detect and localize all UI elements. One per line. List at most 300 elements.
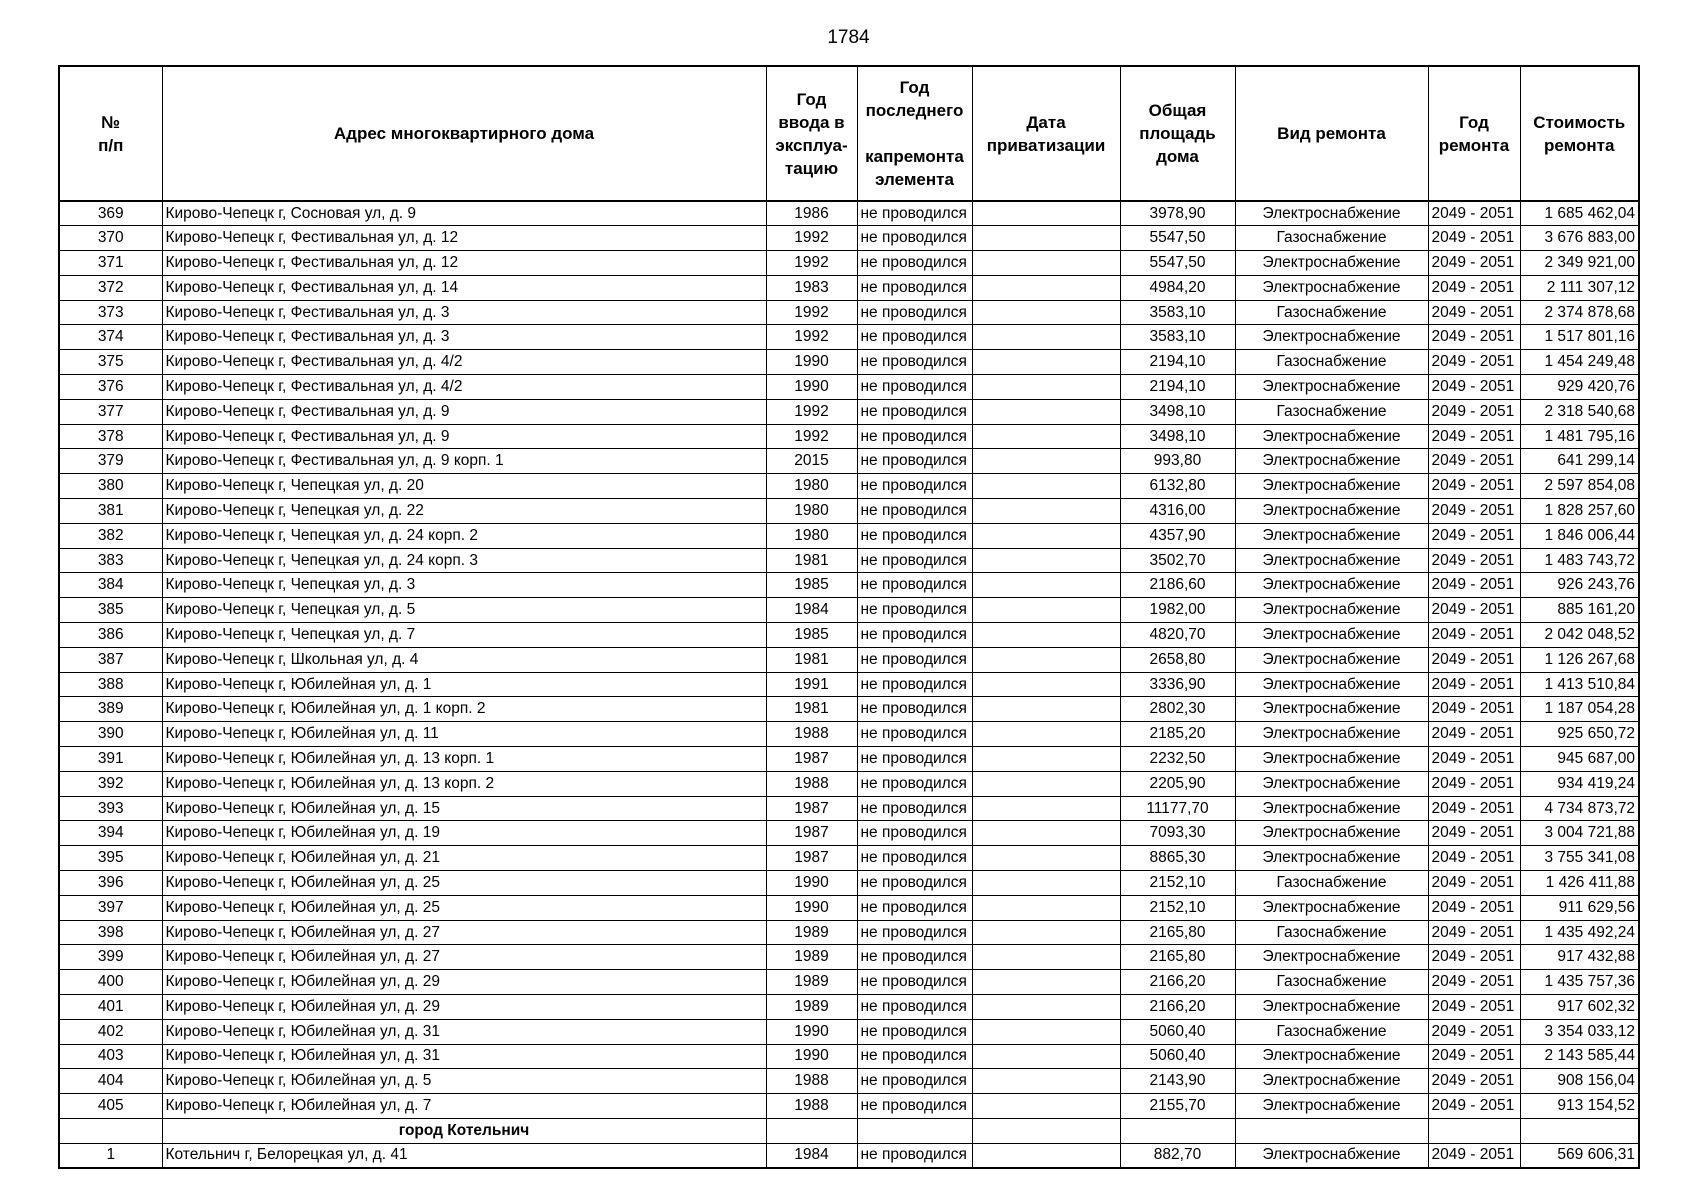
cell-cost: 4 734 873,72 xyxy=(1520,796,1639,821)
cell-repair-type: Электроснабжение xyxy=(1235,424,1428,449)
cell-area: 5060,40 xyxy=(1120,1019,1235,1044)
cell-last-repair: не проводился xyxy=(857,1143,972,1168)
cell-cost: 1 828 257,60 xyxy=(1520,499,1639,524)
cell-repair-year: 2049 - 2051 xyxy=(1428,598,1520,623)
cell-repair-year: 2049 - 2051 xyxy=(1428,995,1520,1020)
cell-privatization xyxy=(972,548,1120,573)
cell-num: 375 xyxy=(59,350,162,375)
table-row xyxy=(59,474,1639,499)
cell-area: 2205,90 xyxy=(1120,771,1235,796)
cell-year-built: 1988 xyxy=(766,771,857,796)
cell-address: Кирово-Чепецк г, Чепецкая ул, д. 22 xyxy=(162,499,766,524)
cell-privatization xyxy=(972,871,1120,896)
cell-privatization xyxy=(972,474,1120,499)
cell-address: Кирово-Чепецк г, Юбилейная ул, д. 29 xyxy=(162,970,766,995)
cell-repair-year: 2049 - 2051 xyxy=(1428,399,1520,424)
cell-cost: 2 111 307,12 xyxy=(1520,275,1639,300)
cell-last-repair: не проводился xyxy=(857,474,972,499)
cell-last-repair xyxy=(857,1118,972,1143)
cell-address: Кирово-Чепецк г, Юбилейная ул, д. 5 xyxy=(162,1069,766,1094)
cell-repair-type: Электроснабжение xyxy=(1235,672,1428,697)
cell-last-repair: не проводился xyxy=(857,251,972,276)
table-row xyxy=(59,573,1639,598)
cell-cost: 3 354 033,12 xyxy=(1520,1019,1639,1044)
cell-last-repair: не проводился xyxy=(857,871,972,896)
cell-cost: 641 299,14 xyxy=(1520,449,1639,474)
table-row xyxy=(59,623,1639,648)
cell-repair-year: 2049 - 2051 xyxy=(1428,1019,1520,1044)
header-year-built-line: тацию xyxy=(784,158,839,178)
cell-repair-type: Газоснабжение xyxy=(1235,1019,1428,1044)
table-header-row xyxy=(59,66,1639,201)
cell-year-built: 1987 xyxy=(766,846,857,871)
cell-num: 397 xyxy=(59,895,162,920)
cell-num: 381 xyxy=(59,499,162,524)
header-area-line: площадь xyxy=(1139,124,1216,143)
cell-area: 2658,80 xyxy=(1120,647,1235,672)
cell-repair-type: Электроснабжение xyxy=(1235,275,1428,300)
cell-repair-type: Газоснабжение xyxy=(1235,226,1428,251)
cell-privatization xyxy=(972,424,1120,449)
cell-repair-year: 2049 - 2051 xyxy=(1428,722,1520,747)
cell-repair-type: Электроснабжение xyxy=(1235,499,1428,524)
cell-privatization xyxy=(972,747,1120,772)
cell-area: 2186,60 xyxy=(1120,573,1235,598)
cell-address: Котельнич г, Белорецкая ул, д. 41 xyxy=(162,1143,766,1168)
cell-num: 391 xyxy=(59,747,162,772)
cell-repair-year: 2049 - 2051 xyxy=(1428,747,1520,772)
cell-year-built: 1990 xyxy=(766,871,857,896)
cell-privatization xyxy=(972,895,1120,920)
cell-num: 371 xyxy=(59,251,162,276)
cell-privatization xyxy=(972,697,1120,722)
cell-last-repair: не проводился xyxy=(857,548,972,573)
cell-cost: 2 597 854,08 xyxy=(1520,474,1639,499)
cell-num: 369 xyxy=(59,201,162,226)
cell-year-built: 1992 xyxy=(766,424,857,449)
cell-privatization xyxy=(972,573,1120,598)
cell-area: 3498,10 xyxy=(1120,399,1235,424)
cell-year-built: 1992 xyxy=(766,251,857,276)
cell-area: 4357,90 xyxy=(1120,523,1235,548)
table-row xyxy=(59,598,1639,623)
table-row xyxy=(59,325,1639,350)
table-row xyxy=(59,201,1639,226)
cell-cost: 1 454 249,48 xyxy=(1520,350,1639,375)
table-row xyxy=(59,771,1639,796)
cell-last-repair: не проводился xyxy=(857,796,972,821)
cell-num: 399 xyxy=(59,945,162,970)
cell-area: 4984,20 xyxy=(1120,275,1235,300)
cell-num: 385 xyxy=(59,598,162,623)
cell-repair-type: Электроснабжение xyxy=(1235,995,1428,1020)
header-num-line: № xyxy=(101,112,121,132)
cell-last-repair: не проводился xyxy=(857,647,972,672)
header-privatization-line: Дата xyxy=(1026,112,1066,132)
cell-address: Кирово-Чепецк г, Чепецкая ул, д. 3 xyxy=(162,573,766,598)
cell-address: Кирово-Чепецк г, Фестивальная ул, д. 3 xyxy=(162,325,766,350)
cell-address: Кирово-Чепецк г, Чепецкая ул, д. 20 xyxy=(162,474,766,499)
cell-area: 993,80 xyxy=(1120,449,1235,474)
cell-year-built: 1987 xyxy=(766,747,857,772)
cell-year-built: 1981 xyxy=(766,697,857,722)
cell-repair-year: 2049 - 2051 xyxy=(1428,1069,1520,1094)
cell-address: Кирово-Чепецк г, Юбилейная ул, д. 31 xyxy=(162,1044,766,1069)
table-row xyxy=(59,275,1639,300)
cell-privatization xyxy=(972,771,1120,796)
cell-repair-type: Электроснабжение xyxy=(1235,895,1428,920)
cell-year-built: 2015 xyxy=(766,449,857,474)
cell-privatization xyxy=(972,796,1120,821)
cell-privatization xyxy=(972,499,1120,524)
cell-cost: 3 676 883,00 xyxy=(1520,226,1639,251)
cell-num: 373 xyxy=(59,300,162,325)
table-row xyxy=(59,747,1639,772)
cell-num: 395 xyxy=(59,846,162,871)
cell-year-built: 1980 xyxy=(766,474,857,499)
section-row xyxy=(59,1118,1639,1143)
cell-address: Кирово-Чепецк г, Юбилейная ул, д. 7 xyxy=(162,1094,766,1119)
cell-area: 3336,90 xyxy=(1120,672,1235,697)
cell-privatization xyxy=(972,623,1120,648)
cell-cost: 885 161,20 xyxy=(1520,598,1639,623)
header-repair-year xyxy=(1428,66,1520,201)
cell-address: Кирово-Чепецк г, Юбилейная ул, д. 27 xyxy=(162,945,766,970)
cell-cost: 929 420,76 xyxy=(1520,375,1639,400)
cell-num xyxy=(59,1118,162,1143)
table-row xyxy=(59,399,1639,424)
cell-repair-year: 2049 - 2051 xyxy=(1428,300,1520,325)
cell-year-built: 1981 xyxy=(766,548,857,573)
cell-privatization xyxy=(972,1019,1120,1044)
cell-last-repair: не проводился xyxy=(857,573,972,598)
cell-last-repair: не проводился xyxy=(857,920,972,945)
cell-privatization xyxy=(972,1044,1120,1069)
cell-privatization xyxy=(972,1069,1120,1094)
cell-last-repair: не проводился xyxy=(857,895,972,920)
cell-address: Кирово-Чепецк г, Юбилейная ул, д. 21 xyxy=(162,846,766,871)
cell-year-built: 1984 xyxy=(766,598,857,623)
cell-repair-type: Электроснабжение xyxy=(1235,722,1428,747)
cell-repair-type: Электроснабжение xyxy=(1235,945,1428,970)
cell-last-repair: не проводился xyxy=(857,499,972,524)
cell-year-built: 1990 xyxy=(766,1019,857,1044)
cell-privatization xyxy=(972,722,1120,747)
cell-last-repair: не проводился xyxy=(857,300,972,325)
cell-last-repair: не проводился xyxy=(857,523,972,548)
table-row xyxy=(59,375,1639,400)
cell-year-built: 1988 xyxy=(766,722,857,747)
cell-address: Кирово-Чепецк г, Юбилейная ул, д. 29 xyxy=(162,995,766,1020)
cell-repair-type: Электроснабжение xyxy=(1235,771,1428,796)
cell-privatization xyxy=(972,846,1120,871)
cell-repair-type: Электроснабжение xyxy=(1235,1143,1428,1168)
cell-repair-year: 2049 - 2051 xyxy=(1428,846,1520,871)
cell-cost: 1 846 006,44 xyxy=(1520,523,1639,548)
cell-cost: 2 374 878,68 xyxy=(1520,300,1639,325)
header-last-repair-line: элемента xyxy=(875,170,954,189)
header-last-repair-line: последнего xyxy=(865,101,964,120)
cell-year-built: 1980 xyxy=(766,523,857,548)
table-row xyxy=(59,796,1639,821)
table-row xyxy=(59,647,1639,672)
cell-num: 394 xyxy=(59,821,162,846)
table-row xyxy=(59,672,1639,697)
table-row xyxy=(59,1069,1639,1094)
cell-last-repair: не проводился xyxy=(857,747,972,772)
cell-last-repair: не проводился xyxy=(857,598,972,623)
table-row xyxy=(59,895,1639,920)
cell-address: Кирово-Чепецк г, Юбилейная ул, д. 1 корп. 2 xyxy=(162,697,766,722)
cell-repair-type: Электроснабжение xyxy=(1235,821,1428,846)
cell-privatization xyxy=(972,1143,1120,1168)
cell-area: 2155,70 xyxy=(1120,1094,1235,1119)
cell-privatization xyxy=(972,970,1120,995)
cell-year-built: 1983 xyxy=(766,275,857,300)
cell-cost: 3 004 721,88 xyxy=(1520,821,1639,846)
cell-cost: 1 483 743,72 xyxy=(1520,548,1639,573)
cell-area: 3583,10 xyxy=(1120,300,1235,325)
table-row xyxy=(59,300,1639,325)
cell-area: 2166,20 xyxy=(1120,995,1235,1020)
cell-repair-year: 2049 - 2051 xyxy=(1428,1143,1520,1168)
cell-num: 382 xyxy=(59,523,162,548)
cell-privatization xyxy=(972,672,1120,697)
cell-repair-year: 2049 - 2051 xyxy=(1428,945,1520,970)
cell-repair-year: 2049 - 2051 xyxy=(1428,796,1520,821)
cell-last-repair: не проводился xyxy=(857,846,972,871)
cell-repair-year: 2049 - 2051 xyxy=(1428,449,1520,474)
cell-privatization xyxy=(972,275,1120,300)
cell-year-built: 1992 xyxy=(766,325,857,350)
cell-year-built: 1990 xyxy=(766,350,857,375)
cell-last-repair: не проводился xyxy=(857,424,972,449)
cell-year-built: 1984 xyxy=(766,1143,857,1168)
header-num xyxy=(59,66,162,201)
cell-repair-type: Электроснабжение xyxy=(1235,573,1428,598)
table-row xyxy=(59,424,1639,449)
cell-privatization xyxy=(972,523,1120,548)
cell-cost: 911 629,56 xyxy=(1520,895,1639,920)
cell-cost: 1 435 757,36 xyxy=(1520,970,1639,995)
cell-num: 403 xyxy=(59,1044,162,1069)
header-cost xyxy=(1520,66,1639,201)
cell-num: 374 xyxy=(59,325,162,350)
cell-repair-year: 2049 - 2051 xyxy=(1428,424,1520,449)
cell-address: Кирово-Чепецк г, Фестивальная ул, д. 12 xyxy=(162,251,766,276)
cell-address: Кирово-Чепецк г, Юбилейная ул, д. 31 xyxy=(162,1019,766,1044)
cell-repair-type: Газоснабжение xyxy=(1235,920,1428,945)
cell-num: 386 xyxy=(59,623,162,648)
cell-repair-type: Электроснабжение xyxy=(1235,697,1428,722)
header-privatization xyxy=(972,66,1120,201)
cell-address: Кирово-Чепецк г, Юбилейная ул, д. 19 xyxy=(162,821,766,846)
cell-repair-type: Электроснабжение xyxy=(1235,647,1428,672)
cell-cost: 3 755 341,08 xyxy=(1520,846,1639,871)
cell-cost: 1 481 795,16 xyxy=(1520,424,1639,449)
table-row xyxy=(59,821,1639,846)
cell-area: 11177,70 xyxy=(1120,796,1235,821)
cell-cost: 1 413 510,84 xyxy=(1520,672,1639,697)
header-address: Адрес многоквартирного дома xyxy=(162,66,766,201)
cell-year-built: 1990 xyxy=(766,375,857,400)
cell-privatization xyxy=(972,647,1120,672)
table-row xyxy=(59,995,1639,1020)
table-row xyxy=(59,1094,1639,1119)
cell-num: 401 xyxy=(59,995,162,1020)
cell-area: 6132,80 xyxy=(1120,474,1235,499)
cell-area: 2166,20 xyxy=(1120,970,1235,995)
cell-repair-year: 2049 - 2051 xyxy=(1428,275,1520,300)
table-body xyxy=(59,201,1639,1168)
cell-area: 8865,30 xyxy=(1120,846,1235,871)
cell-repair-type: Электроснабжение xyxy=(1235,375,1428,400)
cell-privatization xyxy=(972,821,1120,846)
cell-area: 5060,40 xyxy=(1120,1044,1235,1069)
cell-repair-type: Электроснабжение xyxy=(1235,325,1428,350)
cell-last-repair: не проводился xyxy=(857,995,972,1020)
cell-cost: 1 426 411,88 xyxy=(1520,871,1639,896)
cell-last-repair: не проводился xyxy=(857,970,972,995)
cell-address: Кирово-Чепецк г, Фестивальная ул, д. 4/2 xyxy=(162,375,766,400)
cell-last-repair: не проводился xyxy=(857,1044,972,1069)
cell-privatization xyxy=(972,1094,1120,1119)
cell-repair-year: 2049 - 2051 xyxy=(1428,871,1520,896)
table-row xyxy=(59,697,1639,722)
cell-repair-type: Электроснабжение xyxy=(1235,474,1428,499)
cell-last-repair: не проводился xyxy=(857,275,972,300)
cell-cost: 1 126 267,68 xyxy=(1520,647,1639,672)
cell-num: 384 xyxy=(59,573,162,598)
header-year-built-line: ввода в xyxy=(778,112,845,132)
cell-repair-type: Электроснабжение xyxy=(1235,251,1428,276)
cell-repair-year: 2049 - 2051 xyxy=(1428,920,1520,945)
cell-repair-year: 2049 - 2051 xyxy=(1428,350,1520,375)
cell-address: Кирово-Чепецк г, Чепецкая ул, д. 5 xyxy=(162,598,766,623)
cell-privatization xyxy=(972,598,1120,623)
cell-address: Кирово-Чепецк г, Школьная ул, д. 4 xyxy=(162,647,766,672)
cell-num: 390 xyxy=(59,722,162,747)
cell-address: Кирово-Чепецк г, Юбилейная ул, д. 25 xyxy=(162,895,766,920)
cell-year-built: 1986 xyxy=(766,201,857,226)
cell-repair-type: Газоснабжение xyxy=(1235,871,1428,896)
table-row xyxy=(59,523,1639,548)
cell-address: Кирово-Чепецк г, Юбилейная ул, д. 1 xyxy=(162,672,766,697)
cell-address: Кирово-Чепецк г, Юбилейная ул, д. 13 корп. 1 xyxy=(162,747,766,772)
cell-repair-year: 2049 - 2051 xyxy=(1428,1094,1520,1119)
cell-cost: 2 349 921,00 xyxy=(1520,251,1639,276)
cell-repair-type: Электроснабжение xyxy=(1235,1069,1428,1094)
cell-num: 405 xyxy=(59,1094,162,1119)
cell-num: 387 xyxy=(59,647,162,672)
cell-year-built: 1989 xyxy=(766,920,857,945)
cell-repair-type: Электроснабжение xyxy=(1235,548,1428,573)
table-row xyxy=(59,945,1639,970)
cell-cost: 1 187 054,28 xyxy=(1520,697,1639,722)
cell-year-built: 1980 xyxy=(766,499,857,524)
cell-year-built: 1987 xyxy=(766,796,857,821)
table-row xyxy=(59,871,1639,896)
header-num-line: п/п xyxy=(98,135,124,155)
cell-cost: 926 243,76 xyxy=(1520,573,1639,598)
cell-repair-year: 2049 - 2051 xyxy=(1428,672,1520,697)
table-row xyxy=(59,548,1639,573)
cell-repair-year: 2049 - 2051 xyxy=(1428,499,1520,524)
cell-last-repair: не проводился xyxy=(857,350,972,375)
cell-num: 400 xyxy=(59,970,162,995)
table-row xyxy=(59,1019,1639,1044)
cell-last-repair: не проводился xyxy=(857,623,972,648)
cell-repair-year: 2049 - 2051 xyxy=(1428,548,1520,573)
cell-repair-type: Электроснабжение xyxy=(1235,846,1428,871)
page-number: 1784 xyxy=(827,27,870,48)
cell-year-built: 1992 xyxy=(766,300,857,325)
cell-address: Кирово-Чепецк г, Фестивальная ул, д. 14 xyxy=(162,275,766,300)
header-area-line: дома xyxy=(1156,147,1199,166)
cell-num: 1 xyxy=(59,1143,162,1168)
cell-repair-year: 2049 - 2051 xyxy=(1428,226,1520,251)
cell-num: 379 xyxy=(59,449,162,474)
repair-schedule-table xyxy=(58,65,1640,1169)
cell-num: 377 xyxy=(59,399,162,424)
cell-cost: 908 156,04 xyxy=(1520,1069,1639,1094)
cell-privatization xyxy=(972,325,1120,350)
cell-repair-year: 2049 - 2051 xyxy=(1428,325,1520,350)
cell-repair-type: Электроснабжение xyxy=(1235,747,1428,772)
cell-area: 882,70 xyxy=(1120,1143,1235,1168)
cell-address: Кирово-Чепецк г, Фестивальная ул, д. 9 xyxy=(162,399,766,424)
cell-year-built: 1988 xyxy=(766,1069,857,1094)
cell-year-built: 1988 xyxy=(766,1094,857,1119)
cell-area: 4820,70 xyxy=(1120,623,1235,648)
cell-repair-type: Электроснабжение xyxy=(1235,598,1428,623)
cell-cost: 913 154,52 xyxy=(1520,1094,1639,1119)
table-row xyxy=(59,251,1639,276)
table-row xyxy=(59,226,1639,251)
cell-privatization xyxy=(972,226,1120,251)
cell-cost: 569 606,31 xyxy=(1520,1143,1639,1168)
cell-last-repair: не проводился xyxy=(857,201,972,226)
cell-year-built: 1991 xyxy=(766,672,857,697)
cell-last-repair: не проводился xyxy=(857,449,972,474)
cell-area: 1982,00 xyxy=(1120,598,1235,623)
cell-privatization xyxy=(972,1118,1120,1143)
cell-last-repair: не проводился xyxy=(857,399,972,424)
cell-cost: 2 042 048,52 xyxy=(1520,623,1639,648)
cell-area: 2194,10 xyxy=(1120,350,1235,375)
cell-privatization xyxy=(972,201,1120,226)
table-row xyxy=(59,846,1639,871)
cell-num: 389 xyxy=(59,697,162,722)
cell-last-repair: не проводился xyxy=(857,821,972,846)
cell-repair-type: Электроснабжение xyxy=(1235,523,1428,548)
cell-area: 2165,80 xyxy=(1120,945,1235,970)
cell-repair-type: Электроснабжение xyxy=(1235,796,1428,821)
cell-repair-type: Газоснабжение xyxy=(1235,970,1428,995)
cell-last-repair: не проводился xyxy=(857,697,972,722)
cell-num: 398 xyxy=(59,920,162,945)
header-year-built-line: Год xyxy=(796,89,827,109)
cell-area: 2165,80 xyxy=(1120,920,1235,945)
cell-area: 2232,50 xyxy=(1120,747,1235,772)
cell-address: Кирово-Чепецк г, Чепецкая ул, д. 24 корп. 3 xyxy=(162,548,766,573)
cell-last-repair: не проводился xyxy=(857,375,972,400)
cell-cost: 945 687,00 xyxy=(1520,747,1639,772)
cell-repair-type: Электроснабжение xyxy=(1235,201,1428,226)
cell-cost: 934 419,24 xyxy=(1520,771,1639,796)
cell-repair-year: 2049 - 2051 xyxy=(1428,523,1520,548)
header-last-repair-line xyxy=(861,122,969,145)
